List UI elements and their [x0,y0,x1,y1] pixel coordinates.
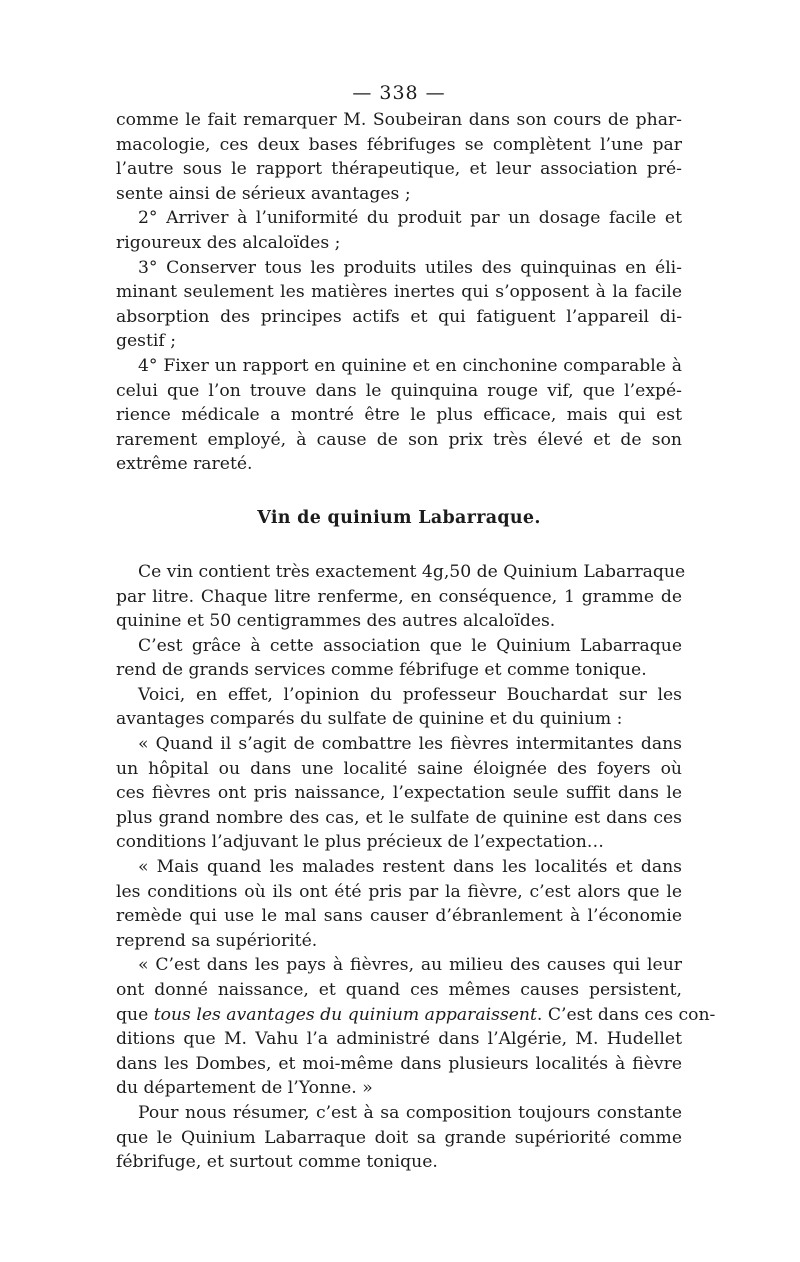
text-line: macologie, ces deux bases fébrifuges se complètent l’une par [116,134,682,155]
text-line: « C’est dans les pays à fièvres, au milieu des causes qui leur [138,955,682,976]
text-line: dans les Dombes, et moi-même dans plusieurs localités à fièvre [116,1053,682,1074]
text-line: quinine et 50 centigrammes des autres alcaloïdes. [116,611,556,632]
book-page [116,82,716,1175]
text-line: avantages comparés du sulfate de quinine et du quinium : [116,709,623,730]
text-line: rience médicale a montré être le plus efficace, mais qui est [116,405,682,426]
text-line: sente ainsi de sérieux avantages ; [116,183,411,204]
text-line: que le Quinium Labarraque doit sa grande supériorité comme [116,1127,682,1148]
italic-fragment: tous les avantages du quinium apparaissent [153,1004,537,1025]
text-line: 4° Fixer un rapport en quinine et en cinchonine comparable à [138,355,682,376]
text-line: rarement employé, à cause de son prix très élevé et de son [116,429,682,450]
text-line: plus grand nombre des cas, et le sulfate de quinine est dans ces [116,807,682,828]
text-line: fébrifuge, et surtout comme tonique. [116,1152,438,1173]
text-line: celui que l’on trouve dans le quinquina rouge vif, que l’expé- [116,380,682,401]
page-number: — 338 — [352,82,446,104]
text-line: rigoureux des alcaloïdes ; [116,232,341,253]
text-fragment: que [116,1004,154,1025]
text-line: ont donné naissance, et quand ces mêmes causes persistent, [116,980,682,1000]
text-line: 2° Arriver à l’uniformité du produit par un dosage facile et [138,208,682,229]
section-heading: Vin de quinium Labarraque. [257,507,541,528]
text-line: reprend sa supériorité. [116,930,318,951]
text-line: du département de l’Yonne. » [116,1078,373,1099]
text-line: remède qui use le mal sans causer d’ébranlement à l’économie [116,906,682,927]
text-line: comme le fait remarquer M. Soubeiran dans son cours de phar- [116,110,682,130]
text-line: rend de grands services comme fébrifuge et comme tonique. [116,660,647,681]
text-line: conditions l’adjuvant le plus précieux de l’expectation… [116,832,604,853]
paragraph-block-2 [116,560,716,1175]
text-line: « Mais quand les malades restent dans les localités et dans [138,857,682,878]
text-line: les conditions où ils ont été pris par la fièvre, c’est alors que le [116,881,682,902]
text-line: absorption des principes actifs et qui fatiguent l’appareil di- [116,306,682,327]
text-line: gestif ; [116,331,177,352]
text-line-with-italic [116,1003,716,1028]
text-line: un hôpital ou dans une localité saine éloignée des foyers où [116,758,682,779]
text-line: « Quand il s’agit de combattre les fièvres intermitantes dans [138,734,682,755]
text-line: l’autre sous le rapport thérapeutique, et leur association pré- [116,159,682,180]
text-line: Voici, en effet, l’opinion du professeur Bouchardat sur les [138,684,682,705]
text-line: par litre. Chaque litre renferme, en conséquence, 1 gramme de [116,586,682,607]
text-line: Ce vin contient très exactement 4g,50 de Quinium Labarraque [138,561,686,582]
text-fragment: . C’est dans ces con- [536,1004,716,1025]
text-line: ditions que M. Vahu l’a administré dans l’Algérie, M. Hudellet [116,1029,682,1050]
text-line: ces fièvres ont pris naissance, l’expectation seule suffit dans le [116,783,682,804]
text-line: minant seulement les matières inertes qui s’opposent à la facile [116,282,682,303]
text-line: C’est grâce à cette association que le Quinium Labarraque [138,635,682,656]
text-line: extrême rareté. [116,454,253,475]
paragraph-block-1 [116,108,682,477]
text-line: 3° Conserver tous les produits utiles des quinquinas en éli- [138,257,682,278]
text-line: Pour nous résumer, c’est à sa composition toujours constante [138,1102,682,1123]
